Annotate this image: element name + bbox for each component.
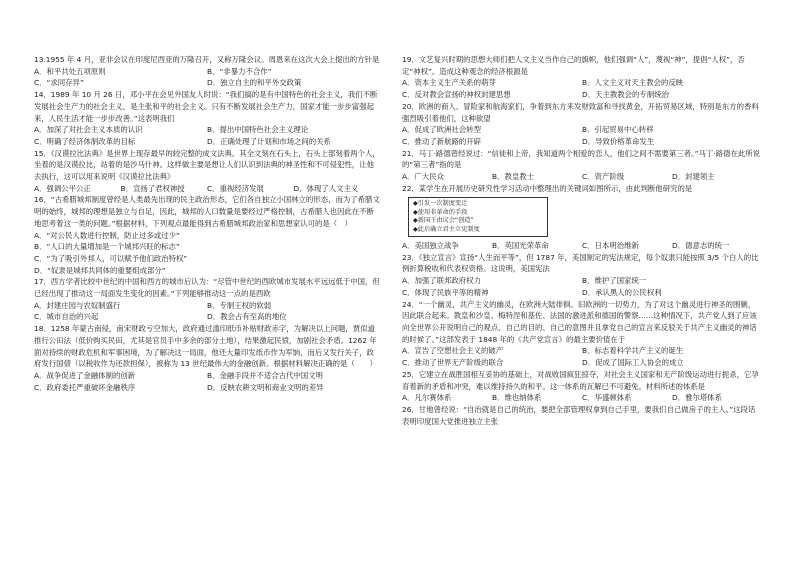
answer-option: C．“求同存异” [34, 78, 84, 88]
answer-options [34, 66, 380, 89]
answer-option: C．资产阶级 [582, 172, 625, 182]
keyword-diagram [408, 197, 548, 237]
answer-option: D．德意志的统一 [672, 241, 730, 251]
answer-option: B．提出中国特色社会主义理论 [207, 125, 309, 135]
answer-option: A．“对公民人数进行控制，防止过多或过少” [34, 230, 180, 240]
question-stem: 14．1989 年 10 月 26 日，邓小平在会见外国友人时说：“我们搞的是有中国特色的社会主义，我们不断发展社会生产力的社会主义，是主张和平的社会主义。只有不断发展社会生产力，国家才能一步步富强起来，人民生活才能一步步改善。”这表明我们 [34, 90, 378, 123]
answer-option: C．华盛顿体系 [582, 393, 632, 403]
question-stem: 26．甘地曾经说：“自治就是自己的统治，要把全部管理权拿到自己手里，要我们自己做房子的主人。”这段话表明印度国大党推进独立主张 [402, 404, 756, 426]
answer-option: A．战争促进了金融体制的创新 [34, 370, 136, 380]
answer-option: B．“人口的大量增加是一个城邦兴旺的标志” [34, 242, 180, 252]
question-stem: 22．某学生在开展历史研究性学习活动中整理出的关键词如图所示，由此判断他研究的是 [402, 183, 693, 193]
answer-option: C．反对教会宣扬的神权封建思想 [402, 90, 511, 100]
question-block [34, 89, 380, 148]
answer-option: D．天主教教会的专制统治 [582, 90, 669, 100]
answer-option: C．推动了世界无产阶级的联合 [402, 358, 504, 368]
answer-option: D．封建领主 [672, 172, 715, 182]
question-block [402, 54, 762, 101]
answer-option: B．英国光荣革命 [492, 241, 549, 251]
answer-options [34, 183, 380, 195]
left-column [34, 54, 380, 393]
question-stem: 21．马丁·路德曾经说过：“信徒和上帝，我知道两个相爱的恋人，他们之间不需要第三者。”马丁·路德在此所说的“第三者”指的是 [402, 148, 761, 170]
answer-option: C．政府委托严重破坏金融秩序 [34, 382, 136, 392]
answer-options [402, 275, 762, 298]
question-block [402, 148, 762, 183]
answer-option: B．标志着科学共产主义的诞生 [582, 346, 684, 356]
question-stem: 20．欧洲的商人、冒险家和航海家们，争着到东方来发财致富和寻找黄金，开拓贸易区域，特别是东方的香料强烈吸引着他们，这种欲望 [402, 101, 759, 123]
question-block [34, 323, 380, 393]
answer-option: A．加深了对社会主义本质的认识 [34, 125, 143, 135]
answer-option: B．维护了国家统一 [582, 276, 647, 286]
answer-option: A．促成了欧洲社会转型 [402, 125, 481, 135]
answer-option: A．美国独立战争 [402, 241, 459, 251]
answer-options [34, 230, 380, 277]
answer-option: A．资本主义生产关系的萌芽 [402, 78, 496, 88]
answer-options [34, 300, 380, 323]
question-stem: 25．它建立在战胜国相互妥协的基础上，对战败国疯狂掠夺，对社会主义国家和无产阶级运动进行扼杀，它孕育着新的矛盾和冲突，难以维持持久的和平。这一体系的瓦解已不可避免。材料所述的体系是 [402, 369, 759, 391]
answer-option: B．人文主义对天主教会的反映 [582, 78, 684, 88]
question-block [34, 54, 380, 89]
answer-option: A．凡尔赛体系 [402, 393, 452, 403]
question-block [34, 148, 380, 195]
question-stem: 23．《独立宣言》宣扬“人生而平等”，但 1787 年，美国制定的宪法规定，每个奴隶只能按照 3/5 个白人的比例折算税收和代表权资格。这说明，美国宪法 [402, 252, 759, 274]
diagram-line: ◆引发一次制度变迁 [413, 200, 468, 208]
question-stem: 24．“一个幽灵，共产主义的幽灵，在欧洲大陆徘徊。旧欧洲的一切势力，为了对这个幽灵进行神圣的围剿，因此联合起来。教皇和沙皇、梅特涅和基佐、法国的激进派和德国的警察……这种情况下，共产党人到了应该向全世界公开说明自己的观点、自己的目的、自己的意图并且拿党自己的宣言来反驳关于共产主义幽灵的神话的时候了。”这部发表于 1848 年的《共产党宣言》的最主要价值在于 [402, 299, 757, 344]
answer-options [402, 392, 762, 404]
question-stem: 18．1258 年蒙古南侵，南宋财政亏空加大，政府通过滥印纸币补贴财政赤字，为解决以上问题，贾似道推行公田法（低价购买民田，尤其是官员手中多余的部分土地），结果激起民愤，加剧社会矛盾。1262 年面对持续的财政危机和军事困境，为了解决这一局面，他还大量印发纸币作为军饷，而后又发行关子，政府发行国债（以税收作为还款担保），被称为 13 世纪最伟大的金融创新。根据材料解决正确的是（ ） [34, 324, 377, 369]
question-block [402, 404, 762, 427]
question-block [402, 369, 762, 404]
answer-option: A．广大民众 [402, 172, 445, 182]
answer-option: A．加强了联邦政府权力 [402, 276, 481, 286]
answer-options [402, 171, 762, 183]
answer-option: C．推动了新航路的开辟 [402, 136, 482, 146]
answer-option: D．独立自主的和平外交政策 [207, 78, 302, 88]
answer-option: B．引起贸易中心转移 [582, 125, 654, 135]
answer-option: D．“奴隶是城邦共同体的重要组成部分” [34, 265, 166, 275]
answer-options [402, 345, 762, 368]
answer-options [402, 240, 762, 252]
answer-option: C．体现了民族平等的精神 [402, 287, 489, 297]
question-block [402, 252, 762, 299]
answer-option: D．正确处理了计划和市场之间的关系 [207, 136, 331, 146]
answer-option: D．导致价格革命发生 [582, 136, 655, 146]
answer-option: C．重视经济发展 [207, 183, 264, 193]
answer-options [402, 77, 762, 100]
question-stem: 19．文艺复兴时期的思想大师们把人文主义当作自己的旗帜，他们强调“人”，蔑视“神”，提倡“人权”，否定“神权”。造成这种观念的经济根源是 [402, 55, 745, 76]
answer-option: A．封建庄园与农奴制盛行 [34, 300, 121, 310]
question-block [402, 299, 762, 369]
answer-option: B．维也纳体系 [492, 393, 542, 403]
answer-option: B．“非暴力不合作” [207, 66, 272, 76]
right-column [402, 54, 762, 427]
answer-option: A．和平共处五项原则 [34, 66, 106, 76]
question-block [34, 276, 380, 323]
question-block [34, 194, 380, 276]
answer-options [34, 370, 380, 393]
answer-option: D．承认黑人的公民权利 [582, 287, 662, 297]
answer-option: A．宣告了空想社会主义的破产 [402, 346, 504, 356]
question-stem: 17．西方学者比较中世纪的中国和西方的城市后认为：“尽管中世纪的西欧城市发展水平远远低于中国，但已经出现了推动这一局面发生变化的因素。”下列能够推动这一点的是西欧 [34, 277, 380, 299]
question-block [402, 101, 762, 148]
question-stem: 15．《汉谟拉比法典》是世界上现存最早的较完整的成文法典。其全文刻在石头上，石头上部刻着两个人，坐着的是汉谟拉比，站着的是沙马什神。这样做主要是想让人们认识到法典的神圣性和不可侵犯性，让他去执行，这可以用来说明《汉谟拉比法典》 [34, 148, 380, 182]
question-stem: 16．“古希腊城邦制度曾经是人类最先出现的民主政治形态，它们各自独立小国林立的形态，而为了希腊文明的始终，城邦的理想是独立与自足，因此，城邦的人口数量是要经过严格控制，古希腊人也因此在不断地思考着这一类的问题。”根据材料，下列观点最能得到古希腊城邦政治家和思想家认可的是（ ） [34, 195, 380, 228]
answer-option: C．明确了经济体制改革的目标 [34, 136, 136, 146]
answer-option: B．专制王权的软弱 [207, 300, 272, 310]
answer-option: B．教皇教士 [492, 172, 535, 182]
answer-option: C．“为了吸引外邦人，可以赋予他们政治特权” [34, 253, 188, 263]
answer-option: D．教会占有至高的地位 [207, 312, 287, 322]
answer-option: B．金融手段并不适合古代中国文明 [207, 370, 323, 380]
answer-options [402, 124, 762, 147]
question-block [402, 183, 762, 252]
answer-options [34, 124, 380, 147]
diagram-line: ◆新国王由议会“创造” [413, 217, 474, 225]
answer-option: D．反映农耕文明和商业文明的差异 [207, 382, 324, 392]
answer-option: D．促成了国际工人协会的成立 [582, 358, 684, 368]
answer-option: C．城市自治的兴起 [34, 312, 99, 322]
diagram-line: ◆此后确立君主立宪制度 [413, 225, 480, 233]
answer-option: C．日本明治维新 [582, 241, 639, 251]
answer-option: A．强调公平公正 [34, 183, 91, 193]
question-stem: 13.1955 年 4 月，亚非会议在印度尼西亚的万隆召开，又称万隆会议。周恩来在这次大会上提出的方针是 [34, 55, 380, 64]
answer-option: D．体现了人文主义 [293, 183, 359, 193]
answer-option: B．宣扬了君权神授 [120, 183, 185, 193]
answer-option: D．雅尔塔体系 [672, 393, 723, 403]
diagram-line: ◆使用非革命的手段 [413, 208, 468, 216]
